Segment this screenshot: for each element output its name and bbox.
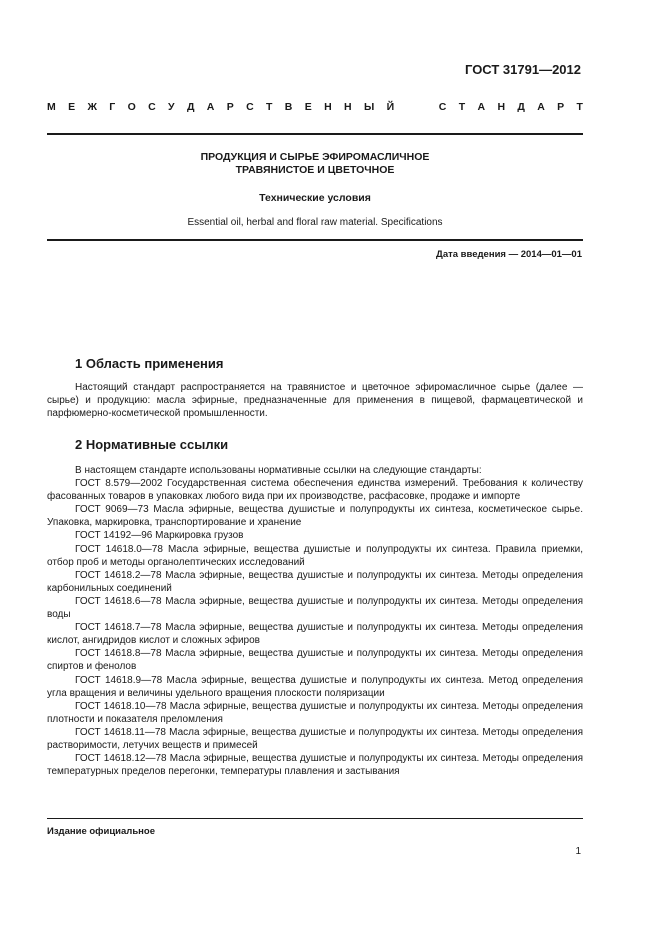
paragraph: ГОСТ 14618.11—78 Масла эфирные, вещества душистые и полупродукты их синтеза. Методы определения растворимости, летучих веществ и примесей xyxy=(47,726,583,751)
paragraph: ГОСТ 14618.0—78 Масла эфирные, вещества душистые и полупродукты их синтеза. Правила приемки, отбор проб и методы органолептических исследований xyxy=(47,543,583,568)
heading-letter: А xyxy=(477,101,486,113)
section-1-body xyxy=(47,381,583,420)
introduction-date: Дата введения — 2014—01—01 xyxy=(436,249,582,260)
header-divider xyxy=(47,133,583,135)
page-number: 1 xyxy=(575,846,581,857)
section-2-heading: 2 Нормативные ссылки xyxy=(75,437,229,452)
heading-letter: Е xyxy=(68,101,76,113)
heading-letter: Й xyxy=(386,101,395,113)
heading-letter: Н xyxy=(497,101,506,113)
paragraph: ГОСТ 14618.6—78 Масла эфирные, вещества душистые и полупродукты их синтеза. Методы определения воды xyxy=(47,595,583,621)
paragraph: ГОСТ 14618.7—78 Масла эфирные, вещества душистые и полупродукты их синтеза. Методы определения кислот, ангидридов кислот и сложных эфиров xyxy=(47,622,583,647)
heading-letter: А xyxy=(537,101,545,113)
word-gap xyxy=(406,101,426,113)
heading-letter: М xyxy=(47,101,56,113)
heading-letter: Е xyxy=(304,101,312,113)
heading-letter: Т xyxy=(266,101,273,113)
official-edition-label: Издание официальное xyxy=(47,826,155,837)
paragraph: ГОСТ 8.579—2002 Государственная система обеспечения единства измерений. Требования к количеству фасованных товаров в упаковках любого вида при их производстве, расфасовке, продаже и импорте xyxy=(47,478,583,503)
heading-letter: Ы xyxy=(363,101,375,113)
heading-letter: С xyxy=(438,101,447,113)
heading-letter: С xyxy=(148,101,156,113)
heading-letter: В xyxy=(284,101,293,113)
footer-divider xyxy=(47,818,583,819)
heading-letter: Д xyxy=(186,101,195,113)
section-2-body xyxy=(47,464,583,778)
heading-letter: Д xyxy=(517,101,525,113)
paragraph: ГОСТ 14618.8—78 Масла эфирные, вещества душистые и полупродукты их синтеза. Методы определения спиртов и фенолов xyxy=(47,648,583,673)
paragraph: Настоящий стандарт распространяется на травянистое и цветочное эфиромасличное сырье (далее — сырье) и продукцию: масла эфирные, предназначенные для применения в пищевой, фармацевтической и парфюмерно-косметической промышленности. xyxy=(47,382,583,420)
paragraph: ГОСТ 14618.12—78 Масла эфирные, вещества душистые и полупродукты их синтеза. Методы определения температурных пределов перегонки, температуры плавления и застывания xyxy=(47,753,583,778)
paragraph: ГОСТ 14192—96 Маркировка грузов xyxy=(75,530,244,542)
heading-letter: Р xyxy=(226,101,234,113)
paragraph: ГОСТ 9069—73 Масла эфирные, вещества душистые и полупродукты их синтеза, косметическое сырье. Упаковка, маркировка, транспортирование и хранение xyxy=(47,504,583,529)
section-1-heading: 1 Область применения xyxy=(75,356,224,371)
document-title xyxy=(47,151,583,177)
english-title: Essential oil, herbal and floral raw material. Specifications xyxy=(187,217,443,228)
heading-letter: Т xyxy=(458,101,466,113)
heading-letter: Р xyxy=(557,101,565,113)
heading-letter: С xyxy=(246,101,254,113)
heading-letter: Н xyxy=(324,101,332,113)
heading-letter: Н xyxy=(344,101,352,113)
document-subtitle: Технические условия xyxy=(259,192,371,204)
interstate-standard-heading xyxy=(47,101,583,113)
paragraph: В настоящем стандарте использованы нормативные ссылки на следующие стандарты: xyxy=(75,465,482,476)
document-title-line2: ТРАВЯНИСТОЕ И ЦВЕТОЧНОЕ xyxy=(235,164,395,176)
title-divider xyxy=(47,239,583,241)
document-title-line1: ПРОДУКЦИЯ И СЫРЬЕ ЭФИРОМАСЛИЧНОЕ xyxy=(200,151,430,163)
standard-code: ГОСТ 31791—2012 xyxy=(465,62,581,77)
heading-letter: О xyxy=(127,101,136,113)
paragraph: ГОСТ 14618.9—78 Масла эфирные, вещества душистые и полупродукты их синтеза. Метод определения угла вращения и величины удельного вращения плоскости поляризации xyxy=(47,674,583,699)
paragraph: ГОСТ 14618.10—78 Масла эфирные, вещества душистые и полупродукты их синтеза. Методы определения плотности и показателя преломления xyxy=(47,700,583,725)
paragraph: ГОСТ 14618.2—78 Масла эфирные, вещества душистые и полупродукты их синтеза. Методы определения карбонильных соединений xyxy=(47,569,583,594)
heading-letter: Ж xyxy=(87,101,97,113)
heading-letter: А xyxy=(206,101,215,113)
heading-letter: У xyxy=(168,101,175,113)
heading-letter: Г xyxy=(109,101,116,113)
heading-letter: Т xyxy=(576,101,583,113)
